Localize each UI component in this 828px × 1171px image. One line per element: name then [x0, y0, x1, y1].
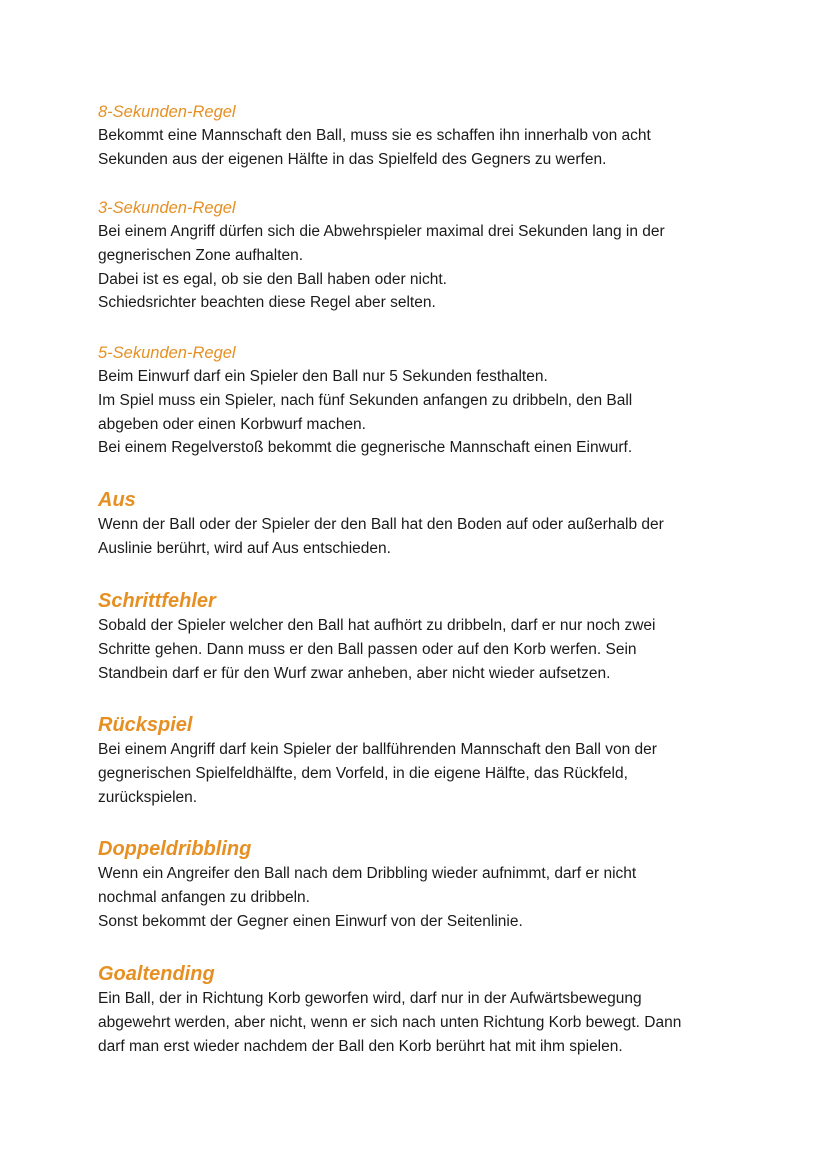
body-line: Auslinie berührt, wird auf Aus entschieden.: [98, 539, 391, 557]
section-5-sekunden-regel: [98, 341, 738, 460]
section-heading: 8-Sekunden-Regel: [98, 103, 236, 121]
body-line: Wenn ein Angreifer den Ball nach dem Dribbling wieder aufnimmt, darf er nicht: [98, 865, 637, 882]
body-line: gegnerischen Spielfeldhälfte, dem Vorfeld, in die eigene Hälfte, das Rückfeld,: [98, 764, 628, 782]
body-line: Bekommt eine Mannschaft den Ball, muss sie es schaffen ihn innerhalb von acht: [98, 127, 651, 144]
body-line: Standbein darf er für den Wurf zwar anheben, aber nicht wieder aufsetzen.: [98, 664, 611, 682]
body-line: Bei einem Angriff dürfen sich die Abwehrspieler maximal drei Sekunden lang in der: [98, 223, 665, 240]
section-aus: [98, 487, 738, 561]
section-schrittfehler: [98, 588, 738, 685]
body-line: nochmal anfangen zu dribbeln.: [98, 888, 310, 906]
section-8-sekunden-regel: [98, 100, 738, 172]
body-line: Im Spiel muss ein Spieler, nach fünf Sekunden anfangen zu dribbeln, den Ball: [98, 391, 633, 409]
section-3-sekunden-regel: [98, 196, 738, 315]
body-line: darf man erst wieder nachdem der Ball den Korb berührt hat mit ihm spielen.: [98, 1037, 623, 1055]
body-line: Sekunden aus der eigenen Hälfte in das Spielfeld des Gegners zu werfen.: [98, 150, 607, 168]
section-heading: Schrittfehler: [98, 590, 216, 612]
body-line: Schritte gehen. Dann muss er den Ball passen oder auf den Korb werfen. Sein: [98, 640, 637, 658]
body-line: Wenn der Ball oder der Spieler der den Ball hat den Boden auf oder außerhalb der: [98, 516, 664, 533]
body-line: Bei einem Angriff darf kein Spieler der ballführenden Mannschaft den Ball von der: [98, 741, 657, 758]
section-goaltending: [98, 961, 738, 1058]
body-line: Sonst bekommt der Gegner einen Einwurf von der Seitenlinie.: [98, 912, 523, 930]
body-line: Beim Einwurf darf ein Spieler den Ball nur 5 Sekunden festhalten.: [98, 368, 548, 385]
section-heading: 5-Sekunden-Regel: [98, 344, 236, 362]
body-line: zurückspielen.: [98, 788, 198, 806]
body-line: Dabei ist es egal, ob sie den Ball haben oder nicht.: [98, 270, 447, 288]
section-heading: 3-Sekunden-Regel: [98, 199, 236, 217]
section-heading: Doppeldribbling: [98, 838, 252, 860]
section-heading: Goaltending: [98, 963, 215, 985]
section-doppeldribbling: [98, 836, 738, 933]
body-line: Bei einem Regelverstoß bekommt die gegnerische Mannschaft einen Einwurf.: [98, 439, 633, 457]
section-rueckspiel: [98, 712, 738, 809]
body-line: abgeben oder einen Korbwurf machen.: [98, 415, 366, 433]
body-line: Ein Ball, der in Richtung Korb geworfen wird, darf nur in der Aufwärtsbewegung: [98, 990, 642, 1007]
section-heading: Rückspiel: [98, 714, 193, 736]
body-line: gegnerischen Zone aufhalten.: [98, 246, 304, 264]
body-line: abgewehrt werden, aber nicht, wenn er sich nach unten Richtung Korb bewegt. Dann: [98, 1013, 682, 1031]
section-heading: Aus: [98, 489, 136, 511]
body-line: Schiedsrichter beachten diese Regel aber selten.: [98, 294, 436, 312]
body-line: Sobald der Spieler welcher den Ball hat aufhört zu dribbeln, darf er nur noch zwei: [98, 617, 656, 634]
